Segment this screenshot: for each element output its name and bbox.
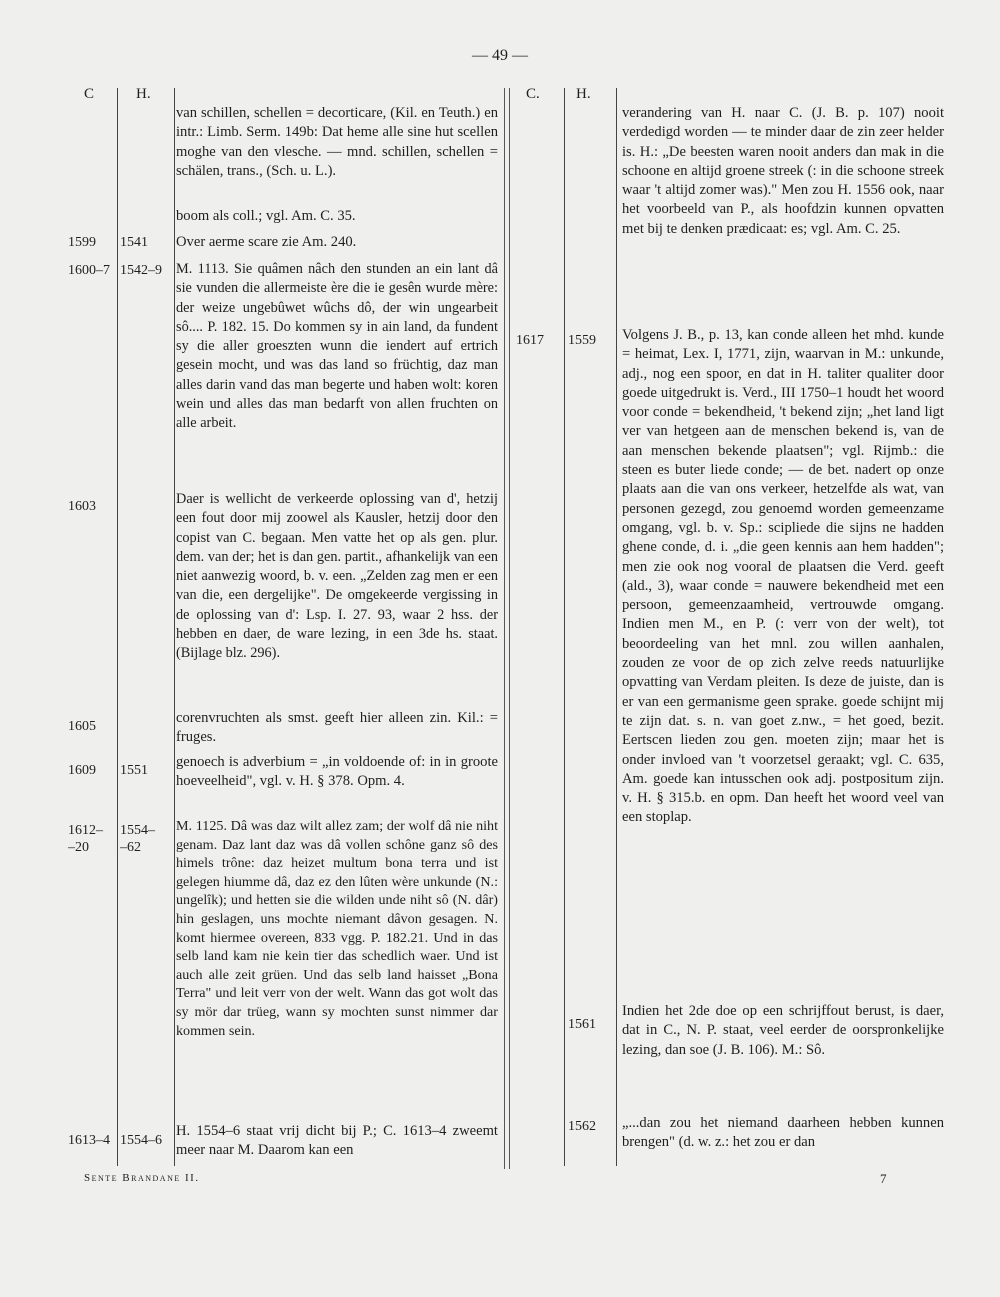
- right-header-c: C.: [526, 86, 540, 102]
- left-entry-0-text: van schillen, schellen = decorticare, (Kil. en Teuth.) en intr.: Limb. Serm. 149b: Dat heme alle sine hut scellen moghe van den vlesche. — mnd. schillen, schellen = schälen, trans., (Sch. u. L.).: [176, 105, 498, 179]
- left-entry-8-c: 1613–4: [68, 1133, 110, 1148]
- left-column-rule-2: [174, 88, 175, 1166]
- left-entry-3-h: 1542–9: [120, 263, 162, 278]
- left-column-rule-1: [117, 88, 118, 1166]
- left-entry-7-c: 1612– –20: [68, 823, 103, 855]
- left-header-c: C: [84, 86, 95, 102]
- left-entry-7-h: 1554– –62: [120, 823, 155, 855]
- right-entry-1-text: Volgens J. B., p. 13, kan conde alleen het mhd. kunde = heimat, Lex. I, 1771, zijn, waarvan in M.: unkunde, adj., nog een spoor, en dat in H. taliter qualiter door goede uitgedrukt is. Verd., III 1750–1 houdt het woord voor conde = bekendheid, 't bekend zijn; „het land ligt ver van hetgeen aan de menschen bekend is, van de aan menschen bekende plaatsen"; vgl. Rijmb.: die steen es buter liede conde; — de bet. nadert op onze plaats aan die van ons verkeer, hetzelfde als wat, van personen gezegd, zou genoemd worden gemeenzame omgang, vgl. b. v. Sp.: scipliede die sijns ne hadden ghene conde, d. i. „die geen kennis aan hem hadden"; men zie ook nog vooral de plaatsen die Verd. geeft (ald., 3), waar conde = nauwere bekendheid met een persoon, gemeenzaamheid, vertrouwde omgang. Indien men M., en P. (: verr von der welt), tot beoordeeling van het mnl. zou willen aanhalen, zouden ze voor de op zich zelve reeds natuurlijke opvatting van Verdam pleiten. Is deze de juiste, dan is er van een germanisme geen sprake. goede schijnt mij te zijn dat. s. n. van goet z.nw., = het goed, bezit. Eertscen lieden zou gen. moeten zijn; maar het is onder invloed van 't voorzetsel geraakt; vgl. C. 635, Am. goede kan intusschen ook adj. postpositum zijn. v. H. § 315.b. en opm. Dan heeft het woord veel van een stoplap.: [622, 327, 944, 826]
- right-column-rule-2: [616, 88, 617, 1166]
- left-column: [66, 86, 498, 1159]
- left-entry-5-text: corenvruchten als smst. geeft hier alleen zin. Kil.: = fruges.: [176, 710, 498, 746]
- page-number: — 49 —: [472, 47, 528, 64]
- right-entry-1-c: 1617: [516, 333, 544, 348]
- right-column: [516, 86, 946, 1159]
- left-entry-2-c: 1599: [68, 235, 96, 250]
- left-entry-1-text: boom als coll.; vgl. Am. C. 35.: [176, 208, 356, 224]
- left-entry-8-text: H. 1554–6 staat vrij dicht bij P.; C. 1613–4 zweemt meer naar M. Daarom kan een: [176, 1123, 498, 1159]
- left-entry-7-text: M. 1125. Dâ was daz wilt allez zam; der wolf dâ nie niht genam. Daz lant daz was dâ vollen schône ganz sô des himels trône: daz heizet multum bona terra und ist gelegen hiumme dâ, daz ez den lûten wère unkunde (N.: ungelîk); und hetten sie die wilden unde niht sô (N. dâr) hin geslagen, uns mochte niemant dâvon gesagen. N. komt hiermee overeen, 833 vgg. P. 182.21. Und in das selb land kam nie kein tier das schedlich waer. Und ist auch alle zeit grüen. Und das selb land haisset „Bona Terra" und leit verr von der welt. Wann das got wolt das sy mör dar trüeg, wann sy mochten sunst nimmer dar kommen sein.: [176, 818, 498, 1039]
- right-entry-3-text: „...dan zou het niemand daarheen hebben kunnen brengen" (d. w. z.: het zou er dan: [622, 1115, 944, 1151]
- left-entry-4-text: Daer is wellicht de verkeerde oplossing van d', hetzij een fout door mij zoowel als Kausler, hetzij door den copist van C. begaan. Men vatte het op als gen. plur. dem. van der; het is dan gen. partit., afhankelijk van een niet aanwezig woord, b. v. een. „Zelden zag men er een van die, een dergelijke". De omgekeerde vergissing in de oplossing van d': Lsp. I. 27. 93, waar 2 hss. der hebben en daer, de ware lezing, in een 3de hs. staat. (Bijlage blz. 296).: [176, 491, 498, 662]
- left-entry-5-c: 1605: [68, 719, 96, 734]
- sheet-number: 7: [880, 1171, 887, 1186]
- right-entry-2-text: Indien het 2de doe op een schrijffout berust, is daer, dat in C., N. P. staat, veel eerder de oorspronkelijke lezing, dan soe (J. B. 106). M.: Sô.: [622, 1003, 944, 1058]
- right-header-h: H.: [576, 86, 591, 102]
- left-entry-8-h: 1554–6: [120, 1133, 162, 1148]
- left-entry-3-c: 1600–7: [68, 263, 110, 278]
- left-entry-6-c: 1609: [68, 763, 96, 778]
- left-entry-2-text: Over aerme scare zie Am. 240.: [176, 234, 357, 250]
- left-entry-3-text: M. 1113. Sie quâmen nâch den stunden an ein lant dâ sie vunden die allermeiste ère die ie gesên wurde mère: der weize ungebûwet wûchs dô, der win ungearbeit sô.... P. 182. 15. Do kommen sy in ain land, da fundent sy die aller groeszten wunn die iendert auf ertrich gesein mocht, und was das land so früchtig, daz man alles darin vand das man begerte und haben wolt: koren wein und alles das man bedarft von allen fruchten on alle arbeit.: [176, 261, 498, 432]
- column-divider: [504, 88, 510, 1169]
- right-column-rule-1: [564, 88, 565, 1166]
- left-entry-6-h: 1551: [120, 763, 148, 778]
- right-entry-0-text: verandering van H. naar C. (J. B. p. 107) nooit verdedigd worden — te minder daar de zin zeer helder is. H.: „De beesten waren nooit anders dan mak in die schoone en altijd groene streek (: in die schoone streek waar 't altijd zomer was)." Men zou H. 1556 ook, naar het voorbeeld van P., als hoofdzin kunnen opvatten met bij te denken prædicaat: es; vgl. Am. C. 25.: [622, 105, 944, 237]
- signature-line: Sente Brandane II.: [84, 1172, 200, 1184]
- right-entry-1-h: 1559: [568, 333, 596, 348]
- left-entry-6-text: genoech is adverbium = „in voldoende of: in in groote hoeveelheid", vgl. v. H. § 378. Opm. 4.: [176, 754, 498, 790]
- left-entry-4-c: 1603: [68, 499, 96, 514]
- right-entry-3-h: 1562: [568, 1119, 596, 1134]
- right-entry-2-h: 1561: [568, 1017, 596, 1032]
- left-entry-2-h: 1541: [120, 235, 148, 250]
- left-header-h: H.: [136, 86, 151, 102]
